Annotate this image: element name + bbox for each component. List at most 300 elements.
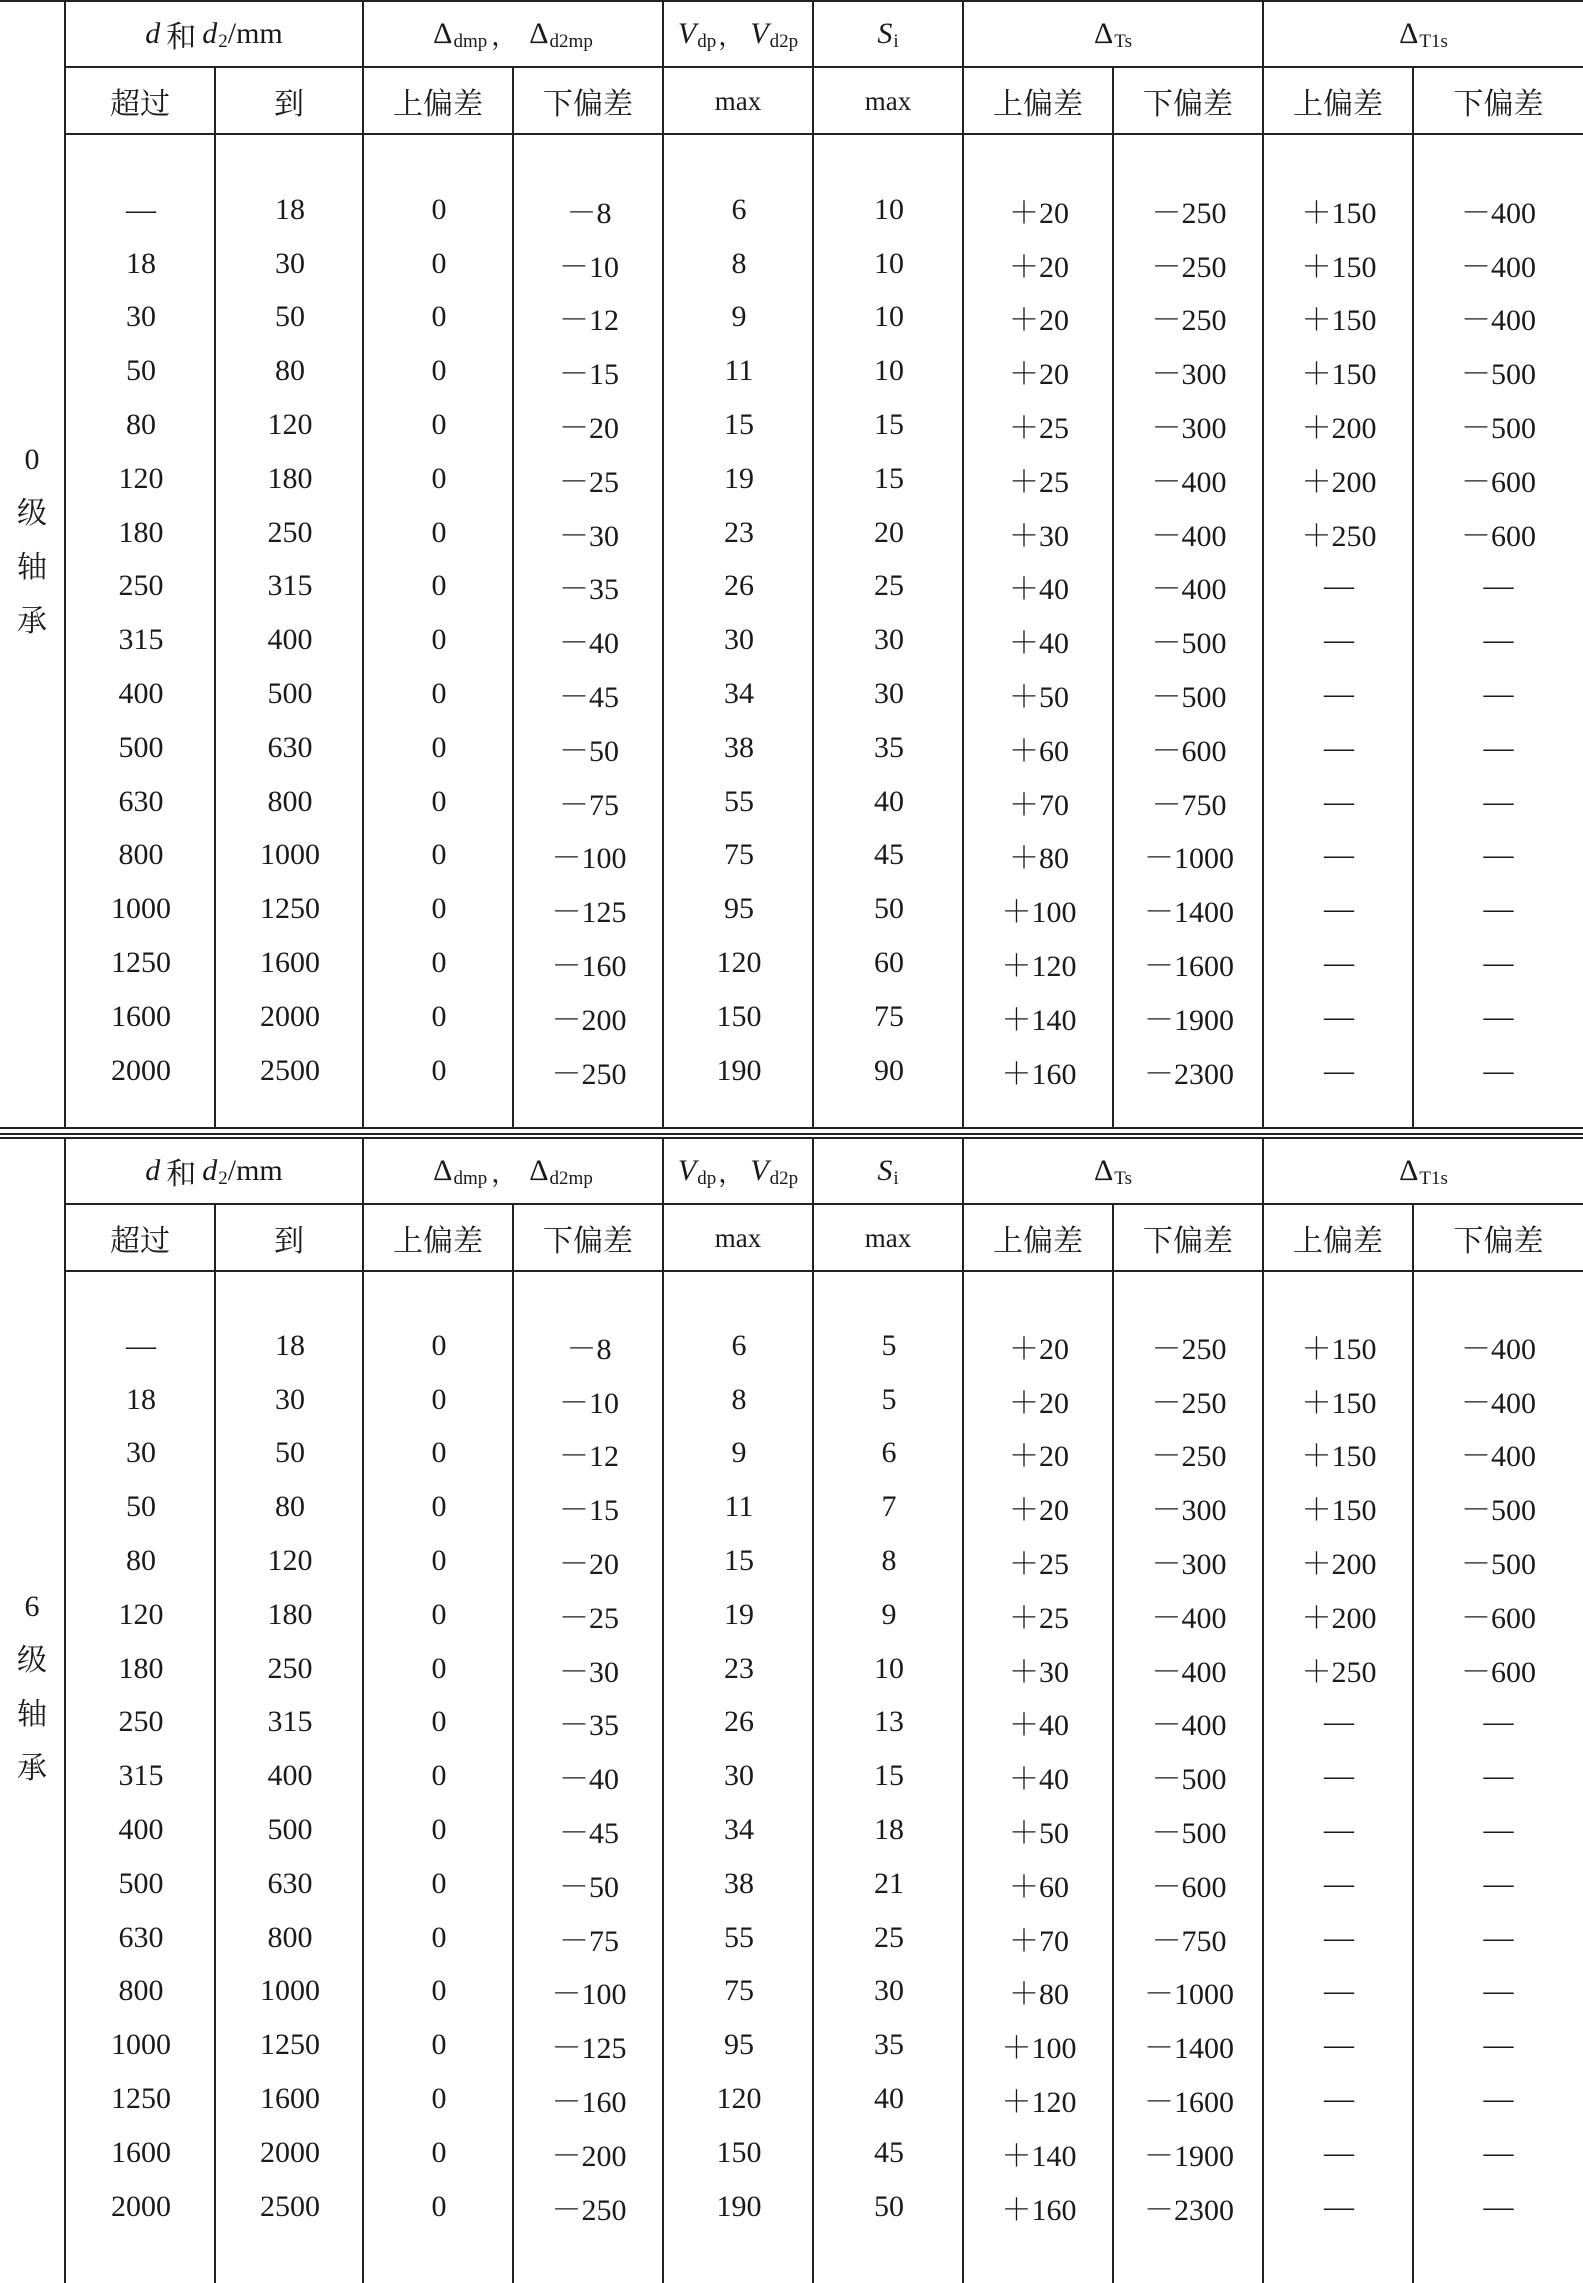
t1s-upper-cell: —: [1324, 1705, 1354, 1739]
ts-upper-cell: ＋40: [1009, 1763, 1069, 1797]
bore-lower-cell: －250: [551, 2193, 627, 2227]
size-over-cell: 630: [118, 784, 164, 818]
t1s-lower-cell: －400: [1461, 250, 1536, 284]
ts-lower-cell: －400: [1151, 519, 1227, 553]
ts-lower-cell: －400: [1151, 1655, 1227, 1689]
size-to-cell: 30: [275, 1382, 305, 1416]
size-to-cell: 500: [267, 1813, 313, 1847]
bore-lower-cell: －75: [559, 788, 619, 822]
bore-upper-cell: 0: [431, 1705, 447, 1739]
header-rule: [66, 133, 1583, 135]
size-over-cell: 400: [118, 1813, 164, 1847]
bore-lower-cell: －160: [551, 950, 627, 984]
si-max-cell: 40: [874, 2082, 904, 2116]
bore-upper-cell: 0: [431, 1490, 447, 1524]
size-over-cell: 800: [118, 838, 164, 872]
ts-lower-cell: －1400: [1144, 2032, 1234, 2066]
bore-lower-cell: －40: [559, 627, 619, 661]
header-lower: 下偏差: [543, 1224, 633, 1259]
ts-lower-cell: －250: [1151, 1440, 1227, 1474]
si-max-cell: 60: [874, 946, 904, 980]
ts-upper-cell: ＋120: [1001, 2086, 1077, 2120]
size-to-cell: 50: [275, 1436, 305, 1470]
bore-upper-cell: 0: [431, 1759, 447, 1793]
size-over-cell: 1600: [111, 999, 171, 1033]
ts-lower-cell: －1900: [1144, 1003, 1234, 1037]
ts-lower-cell: －500: [1151, 1763, 1227, 1797]
si-max-cell: 8: [881, 1544, 897, 1578]
t1s-upper-cell: —: [1324, 784, 1354, 818]
tolerance-table-grade-6: [0, 1137, 1583, 2283]
bore-upper-cell: 0: [431, 946, 447, 980]
size-to-cell: 50: [275, 300, 305, 334]
t1s-upper-cell: —: [1324, 946, 1354, 980]
size-to-cell: 1600: [260, 946, 320, 980]
t1s-upper-cell: ＋250: [1301, 519, 1377, 553]
bore-variation-header: V dp ， V d2p: [677, 1154, 799, 1189]
size-to-cell: 315: [267, 569, 313, 603]
t1s-upper-cell: ＋200: [1301, 412, 1377, 446]
t1s-upper-cell: ＋200: [1301, 465, 1377, 499]
size-to-cell: 400: [267, 1759, 313, 1793]
ts-upper-cell: ＋160: [1001, 1057, 1077, 1091]
ts-upper-cell: ＋40: [1009, 627, 1069, 661]
vdp-max-cell: 8: [731, 246, 747, 280]
bore-upper-cell: 0: [431, 1328, 447, 1362]
t1s-lower-cell: －500: [1461, 1494, 1536, 1528]
t1s-upper-cell: —: [1324, 2189, 1354, 2223]
si-max-cell: 15: [874, 461, 904, 495]
width-deviation-header: Δ Ts: [1094, 17, 1132, 52]
si-max-cell: 9: [881, 1597, 897, 1631]
section-divider: [0, 1133, 1583, 1135]
bore-upper-cell: 0: [431, 515, 447, 549]
bore-upper-cell: 0: [431, 2082, 447, 2116]
bore-lower-cell: －20: [559, 1548, 619, 1582]
bore-upper-cell: 0: [431, 784, 447, 818]
bore-upper-cell: 0: [431, 730, 447, 764]
vdp-max-cell: 120: [716, 2082, 762, 2116]
ts-lower-cell: －500: [1151, 681, 1227, 715]
size-over-cell: 500: [118, 730, 164, 764]
ts-upper-cell: ＋20: [1009, 250, 1069, 284]
ts-lower-cell: －250: [1151, 250, 1227, 284]
ts-upper-cell: ＋25: [1009, 465, 1069, 499]
ts-upper-cell: ＋25: [1009, 1548, 1069, 1582]
vdp-max-cell: 19: [724, 1597, 754, 1631]
ts-lower-cell: －300: [1151, 1548, 1227, 1582]
si-max-cell: 15: [874, 408, 904, 442]
t1s-lower-cell: －400: [1461, 304, 1536, 338]
size-over-cell: 2000: [111, 1053, 171, 1087]
si-max-cell: 50: [874, 892, 904, 926]
bore-lower-cell: －125: [551, 2032, 627, 2066]
size-to-cell: 315: [267, 1705, 313, 1739]
ts-upper-cell: ＋25: [1009, 412, 1069, 446]
width-deviation-t1s-header: Δ T1s: [1399, 17, 1448, 52]
header-rule: [66, 1203, 1583, 1205]
header-to: 到: [274, 1224, 304, 1259]
si-max-cell: 25: [874, 569, 904, 603]
size-over-cell: 120: [118, 1597, 164, 1631]
vdp-max-cell: 15: [724, 408, 754, 442]
t1s-upper-cell: ＋200: [1301, 1548, 1377, 1582]
bore-lower-cell: －100: [551, 1978, 627, 2012]
t1s-lower-cell: —: [1483, 1920, 1514, 1954]
header-to: 到: [274, 87, 304, 122]
vdp-max-cell: 75: [724, 838, 754, 872]
t1s-lower-cell: —: [1483, 730, 1514, 764]
t1s-lower-cell: －500: [1461, 358, 1536, 392]
ts-lower-cell: －1400: [1144, 896, 1234, 930]
bore-upper-cell: 0: [431, 1597, 447, 1631]
width-deviation-header: Δ Ts: [1094, 1154, 1132, 1189]
vdp-max-cell: 38: [724, 730, 754, 764]
size-to-cell: 120: [267, 408, 313, 442]
bore-lower-cell: －50: [559, 734, 619, 768]
bore-upper-cell: 0: [431, 354, 447, 388]
size-over-cell: 250: [118, 1705, 164, 1739]
ts-lower-cell: －750: [1151, 788, 1227, 822]
header-upper: 上偏差: [1293, 1224, 1383, 1259]
t1s-upper-cell: —: [1324, 569, 1354, 603]
width-deviation-t1s-header: Δ T1s: [1399, 1154, 1448, 1189]
t1s-lower-cell: —: [1483, 1053, 1514, 1087]
ts-upper-cell: ＋160: [1001, 2193, 1077, 2227]
si-max-cell: 5: [881, 1328, 897, 1362]
bore-deviation-header: Δ dmp ， Δ d2mp: [433, 17, 593, 52]
t1s-lower-cell: －400: [1461, 1440, 1536, 1474]
vdp-max-cell: 6: [731, 1328, 747, 1362]
si-max-cell: 30: [874, 623, 904, 657]
t1s-lower-cell: —: [1483, 946, 1514, 980]
grade-label-char: 级: [17, 496, 47, 531]
t1s-upper-cell: —: [1324, 1759, 1354, 1793]
si-max-cell: 45: [874, 2135, 904, 2169]
si-max-cell: 40: [874, 784, 904, 818]
runout-header: S i: [877, 17, 899, 52]
size-to-cell: 800: [267, 784, 313, 818]
t1s-lower-cell: －600: [1461, 1655, 1536, 1689]
t1s-upper-cell: —: [1324, 1813, 1354, 1847]
header-lower: 下偏差: [543, 87, 633, 122]
bore-upper-cell: 0: [431, 838, 447, 872]
ts-lower-cell: －1000: [1144, 842, 1234, 876]
bore-upper-cell: 0: [431, 192, 447, 226]
si-max-cell: 35: [874, 730, 904, 764]
t1s-lower-cell: －500: [1461, 1548, 1536, 1582]
header-upper: 上偏差: [393, 1224, 483, 1259]
bore-lower-cell: －35: [559, 1709, 619, 1743]
si-max-cell: 50: [874, 2189, 904, 2223]
t1s-upper-cell: —: [1324, 892, 1354, 926]
t1s-lower-cell: —: [1483, 2135, 1514, 2169]
t1s-lower-cell: —: [1483, 1866, 1514, 1900]
grade-label-char: 轴: [17, 550, 47, 585]
bore-lower-cell: －12: [559, 304, 619, 338]
size-over-cell: 50: [126, 354, 156, 388]
size-over-cell: 1250: [111, 2082, 171, 2116]
vdp-max-cell: 11: [724, 354, 754, 388]
size-over-cell: 1000: [111, 2028, 171, 2062]
grade-label-char: 承: [17, 604, 47, 639]
ts-upper-cell: ＋50: [1009, 681, 1069, 715]
bore-lower-cell: －30: [559, 1655, 619, 1689]
size-to-cell: 80: [275, 1490, 305, 1524]
size-over-cell: 630: [118, 1920, 164, 1954]
si-max-cell: 35: [874, 2028, 904, 2062]
header-lower: 下偏差: [1453, 87, 1544, 122]
size-to-cell: 250: [267, 1651, 313, 1685]
vdp-max-cell: 26: [724, 1705, 754, 1739]
ts-lower-cell: －1000: [1144, 1978, 1234, 2012]
size-over-cell: 80: [126, 1544, 156, 1578]
header-upper: 上偏差: [993, 87, 1083, 122]
size-over-cell: 500: [118, 1866, 164, 1900]
si-max-cell: 15: [874, 1759, 904, 1793]
bore-upper-cell: 0: [431, 300, 447, 334]
vdp-max-cell: 38: [724, 1866, 754, 1900]
bore-lower-cell: －10: [559, 1386, 619, 1420]
size-over-cell: 80: [126, 408, 156, 442]
bore-lower-cell: －200: [551, 1003, 627, 1037]
vdp-max-cell: 75: [724, 1974, 754, 2008]
t1s-upper-cell: ＋150: [1301, 1440, 1377, 1474]
ts-upper-cell: ＋100: [1001, 2032, 1077, 2066]
ts-lower-cell: －300: [1151, 412, 1227, 446]
t1s-lower-cell: —: [1483, 1759, 1514, 1793]
grade-label-char: 6: [24, 1590, 40, 1623]
bore-upper-cell: 0: [431, 1382, 447, 1416]
tolerance-table-grade-0: [0, 0, 1583, 1127]
ts-upper-cell: ＋20: [1009, 1332, 1069, 1366]
size-to-cell: 400: [267, 623, 313, 657]
bore-variation-header: V dp ， V d2p: [677, 17, 799, 52]
t1s-upper-cell: —: [1324, 1053, 1354, 1087]
ts-lower-cell: －2300: [1144, 2193, 1234, 2227]
si-max-cell: 7: [881, 1490, 897, 1524]
t1s-upper-cell: —: [1324, 677, 1354, 711]
t1s-lower-cell: －600: [1461, 519, 1536, 553]
size-to-cell: 1000: [260, 1974, 320, 2008]
size-to-cell: 630: [267, 1866, 313, 1900]
grade-label: [0, 433, 64, 649]
bore-upper-cell: 0: [431, 1920, 447, 1954]
size-to-cell: 120: [267, 1544, 313, 1578]
bore-upper-cell: 0: [431, 1866, 447, 1900]
ts-upper-cell: ＋20: [1009, 196, 1069, 230]
bore-upper-cell: 0: [431, 1974, 447, 2008]
header-over: 超过: [110, 1224, 170, 1259]
bore-lower-cell: －35: [559, 573, 619, 607]
ts-lower-cell: －1900: [1144, 2139, 1234, 2173]
size-over-cell: 18: [126, 1382, 156, 1416]
si-max-cell: 45: [874, 838, 904, 872]
t1s-lower-cell: －600: [1461, 465, 1536, 499]
header-lower: 下偏差: [1143, 87, 1233, 122]
vdp-max-cell: 95: [724, 2028, 754, 2062]
t1s-upper-cell: —: [1324, 1974, 1354, 2008]
ts-upper-cell: ＋140: [1001, 2139, 1077, 2173]
vdp-max-cell: 150: [716, 999, 762, 1033]
size-to-cell: 2000: [260, 999, 320, 1033]
header-lower: 下偏差: [1453, 1224, 1544, 1259]
size-to-cell: 30: [275, 246, 305, 280]
vdp-max-cell: 11: [724, 1490, 754, 1524]
ts-upper-cell: ＋60: [1009, 1870, 1069, 1904]
bore-lower-cell: －250: [551, 1057, 627, 1091]
section-divider: [0, 1127, 1583, 1129]
size-to-cell: 500: [267, 677, 313, 711]
size-column-header: d 和 d 2 /mm: [145, 17, 283, 55]
si-max-cell: 21: [874, 1866, 904, 1900]
bore-upper-cell: 0: [431, 1651, 447, 1685]
ts-lower-cell: －250: [1151, 1332, 1227, 1366]
t1s-lower-cell: —: [1483, 838, 1514, 872]
bore-upper-cell: 0: [431, 461, 447, 495]
bore-upper-cell: 0: [431, 892, 447, 926]
grade-label-char: 0: [24, 443, 40, 476]
si-max-cell: 20: [874, 515, 904, 549]
t1s-upper-cell: —: [1324, 2082, 1354, 2116]
size-over-cell: 30: [126, 1436, 156, 1470]
bore-lower-cell: －75: [559, 1924, 619, 1958]
vdp-max-cell: 34: [724, 677, 754, 711]
t1s-upper-cell: ＋150: [1301, 358, 1377, 392]
t1s-lower-cell: －600: [1461, 1601, 1536, 1635]
bore-lower-cell: －100: [551, 842, 627, 876]
header-upper: 上偏差: [393, 87, 483, 122]
si-max-cell: 25: [874, 1920, 904, 1954]
bore-lower-cell: －50: [559, 1870, 619, 1904]
ts-upper-cell: ＋20: [1009, 1494, 1069, 1528]
bore-upper-cell: 0: [431, 999, 447, 1033]
t1s-lower-cell: —: [1483, 784, 1514, 818]
size-over-cell: 1600: [111, 2135, 171, 2169]
size-to-cell: 630: [267, 730, 313, 764]
ts-lower-cell: －1600: [1144, 950, 1234, 984]
header-over: 超过: [110, 87, 170, 122]
t1s-upper-cell: ＋150: [1301, 1332, 1377, 1366]
size-over-cell: 1000: [111, 892, 171, 926]
header-max: max: [864, 85, 912, 116]
bore-lower-cell: －15: [559, 1494, 619, 1528]
size-to-cell: 1250: [260, 892, 320, 926]
si-max-cell: 10: [874, 354, 904, 388]
vdp-max-cell: 30: [724, 1759, 754, 1793]
bore-upper-cell: 0: [431, 1813, 447, 1847]
ts-upper-cell: ＋40: [1009, 573, 1069, 607]
bore-lower-cell: －20: [559, 412, 619, 446]
ts-lower-cell: －1600: [1144, 2086, 1234, 2120]
si-max-cell: 30: [874, 1974, 904, 2008]
size-over-cell: —: [126, 192, 156, 226]
bore-lower-cell: －30: [559, 519, 619, 553]
ts-lower-cell: －2300: [1144, 1057, 1234, 1091]
t1s-lower-cell: —: [1483, 1813, 1514, 1847]
bore-lower-cell: －160: [551, 2086, 627, 2120]
t1s-upper-cell: —: [1324, 730, 1354, 764]
ts-lower-cell: －600: [1151, 734, 1227, 768]
vdp-max-cell: 55: [724, 784, 754, 818]
grade-label-char: 级: [17, 1643, 47, 1678]
bore-lower-cell: －45: [559, 1817, 619, 1851]
t1s-lower-cell: —: [1483, 677, 1514, 711]
size-over-cell: 50: [126, 1490, 156, 1524]
size-to-cell: 250: [267, 515, 313, 549]
size-over-cell: 250: [118, 569, 164, 603]
size-over-cell: 120: [118, 461, 164, 495]
size-to-cell: 18: [275, 1328, 305, 1362]
vdp-max-cell: 120: [716, 946, 762, 980]
size-to-cell: 180: [267, 1597, 313, 1631]
ts-lower-cell: －400: [1151, 1601, 1227, 1635]
t1s-upper-cell: —: [1324, 2135, 1354, 2169]
ts-lower-cell: －300: [1151, 358, 1227, 392]
bore-lower-cell: －12: [559, 1440, 619, 1474]
size-to-cell: 2000: [260, 2135, 320, 2169]
size-to-cell: 18: [275, 192, 305, 226]
si-max-cell: 6: [881, 1436, 897, 1470]
si-max-cell: 13: [874, 1705, 904, 1739]
vdp-max-cell: 190: [716, 2189, 762, 2223]
si-max-cell: 5: [881, 1382, 897, 1416]
t1s-upper-cell: —: [1324, 623, 1354, 657]
header-rule: [66, 66, 1583, 68]
t1s-lower-cell: —: [1483, 623, 1514, 657]
t1s-upper-cell: ＋150: [1301, 304, 1377, 338]
t1s-lower-cell: —: [1483, 2189, 1514, 2223]
vdp-max-cell: 190: [716, 1053, 762, 1087]
t1s-lower-cell: －400: [1461, 1386, 1536, 1420]
size-to-cell: 180: [267, 461, 313, 495]
vdp-max-cell: 9: [731, 300, 747, 334]
t1s-upper-cell: —: [1324, 999, 1354, 1033]
header-max: max: [714, 85, 762, 116]
t1s-upper-cell: ＋250: [1301, 1655, 1377, 1689]
size-over-cell: 315: [118, 623, 164, 657]
si-max-cell: 18: [874, 1813, 904, 1847]
vdp-max-cell: 19: [724, 461, 754, 495]
table-top-rule: [0, 1137, 1583, 1139]
header-lower: 下偏差: [1143, 1224, 1233, 1259]
t1s-lower-cell: —: [1483, 569, 1514, 603]
header-max: max: [714, 1222, 762, 1253]
t1s-lower-cell: —: [1483, 892, 1514, 926]
ts-upper-cell: ＋100: [1001, 896, 1077, 930]
vdp-max-cell: 30: [724, 623, 754, 657]
t1s-lower-cell: —: [1483, 1974, 1514, 2008]
t1s-lower-cell: —: [1483, 2082, 1514, 2116]
ts-lower-cell: －300: [1151, 1494, 1227, 1528]
bore-upper-cell: 0: [431, 408, 447, 442]
vdp-max-cell: 150: [716, 2135, 762, 2169]
ts-lower-cell: －250: [1151, 196, 1227, 230]
bore-upper-cell: 0: [431, 246, 447, 280]
bore-lower-cell: －25: [559, 465, 619, 499]
ts-upper-cell: ＋60: [1009, 734, 1069, 768]
size-to-cell: 2500: [260, 1053, 320, 1087]
size-to-cell: 800: [267, 1920, 313, 1954]
ts-lower-cell: －600: [1151, 1870, 1227, 1904]
vdp-max-cell: 23: [724, 515, 754, 549]
ts-upper-cell: ＋80: [1009, 842, 1069, 876]
bore-lower-cell: －8: [566, 196, 612, 230]
ts-upper-cell: ＋20: [1009, 358, 1069, 392]
t1s-lower-cell: －400: [1461, 196, 1536, 230]
ts-upper-cell: ＋140: [1001, 1003, 1077, 1037]
size-over-cell: 1250: [111, 946, 171, 980]
